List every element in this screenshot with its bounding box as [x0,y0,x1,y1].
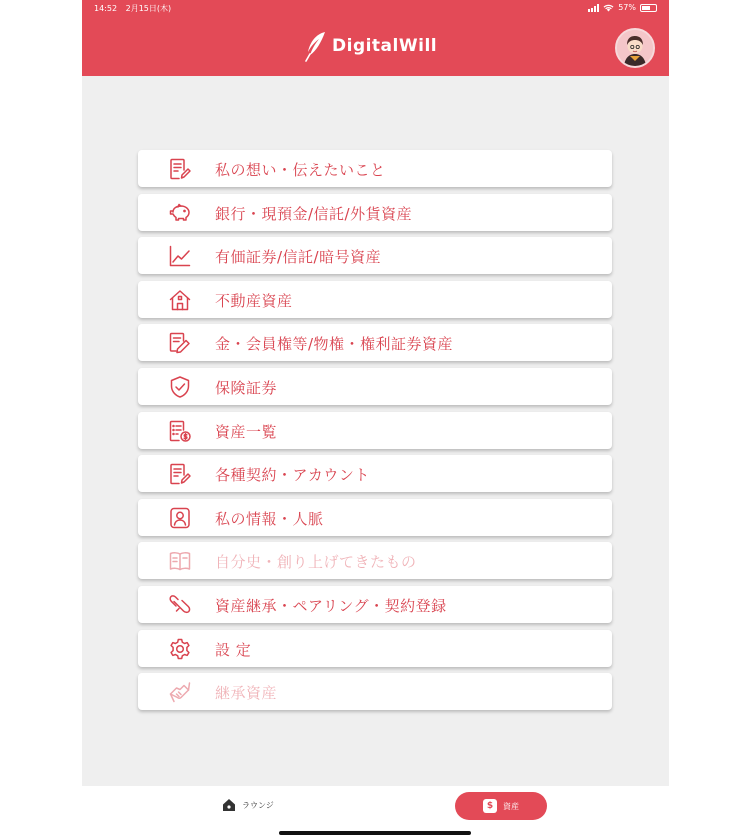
avatar-illustration [617,30,653,66]
contract-pen-icon [168,462,192,486]
battery-icon [640,4,657,12]
menu-item-label: 銀行・現預金/信託/外貨資産 [215,204,413,223]
gear-icon [168,637,192,661]
status-right [588,3,657,12]
menu-item-bank-deposits[interactable] [138,194,612,231]
handshake-icon [168,680,192,704]
house-icon [168,288,192,312]
document-edit-icon [168,331,192,355]
status-left [94,3,177,14]
status-date: 2月15日(木) [125,4,172,13]
menu-item-label: 各種契約・アカウント [215,466,370,485]
user-avatar[interactable] [615,28,655,68]
menu-item-contracts-accounts[interactable] [138,455,612,492]
battery-percent: 57% [618,3,636,12]
main-menu [138,150,612,717]
shield-check-icon [168,375,192,399]
tab-lounge[interactable] [222,798,274,812]
signal-icon [588,4,599,12]
tab-assets[interactable] [455,792,547,820]
menu-item-settings[interactable] [138,630,612,667]
profile-card-icon [168,506,192,530]
app-screen [82,0,669,840]
menu-item-succession-pairing[interactable] [138,586,612,623]
menu-item-label: 自分史・創り上げてきたもの [215,553,417,572]
menu-item-real-estate[interactable] [138,281,612,318]
menu-item-my-thoughts[interactable] [138,150,612,187]
menu-item-label: 資産一覧 [215,422,278,441]
menu-item-inherited-assets[interactable] [138,673,612,710]
memo-pen-icon [168,157,192,181]
app-title: DigitalWill [332,36,438,56]
menu-item-my-info-network[interactable] [138,499,612,536]
open-book-icon [168,549,192,573]
menu-item-label: 継承資産 [215,684,278,703]
list-dollar-icon [168,419,192,443]
line-chart-icon [168,244,192,268]
tab-lounge-label: ラウンジ [242,800,274,810]
menu-item-label: 私の想い・伝えたいこと [215,161,386,179]
menu-item-insurance[interactable] [138,368,612,405]
menu-item-asset-list[interactable] [138,412,612,449]
menu-item-label: 資産継承・ペアリング・契約登録 [215,596,447,615]
menu-item-label: 私の情報・人脈 [215,509,324,528]
home-icon [222,798,236,812]
app-logo [302,30,437,62]
menu-item-label: 金・会員権等/物権・権利証券資産 [215,335,454,354]
bottom-tab-bar [82,786,669,840]
tab-assets-label: 資産 [503,801,519,811]
menu-item-label: 不動産資産 [215,291,293,310]
menu-item-personal-history[interactable] [138,542,612,579]
status-bar [82,0,669,16]
status-time: 14:52 [94,4,118,13]
link-icon [168,593,192,617]
app-header [82,0,669,76]
menu-item-securities[interactable] [138,237,612,274]
menu-item-label: 有価証券/信託/暗号資産 [215,248,382,267]
dollar-icon: $ [483,799,497,813]
menu-item-label: 保険証券 [215,378,278,397]
wifi-icon [603,4,614,12]
home-indicator[interactable] [279,831,471,835]
quill-icon [302,30,328,62]
menu-item-label: 設 定 [215,640,252,659]
piggy-bank-icon [168,201,192,225]
menu-item-gold-memberships[interactable] [138,324,612,361]
